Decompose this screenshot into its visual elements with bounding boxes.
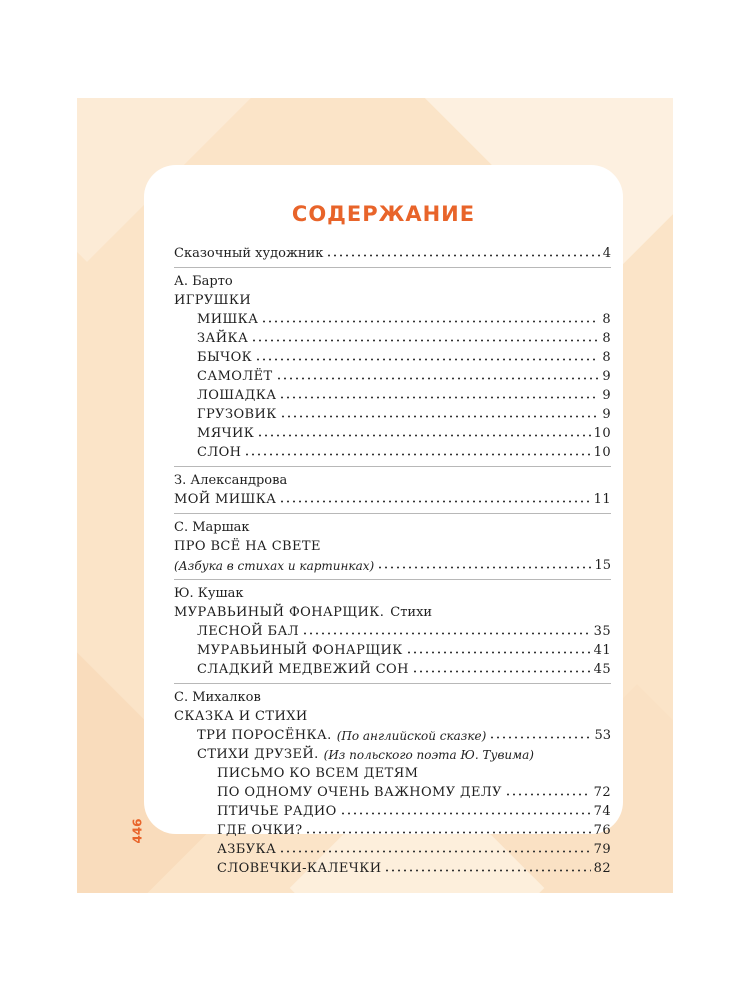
toc-entry[interactable] (174, 781, 611, 800)
toc-entry-label: БЫЧОК (197, 350, 253, 365)
author-name: С. Михалков (174, 690, 261, 705)
toc-entry[interactable] (174, 242, 611, 261)
leader-dots (251, 339, 599, 342)
leader-dots (412, 670, 591, 673)
toc-entry-label: МОЙ МИШКА (174, 492, 277, 507)
toc-entry[interactable] (174, 403, 611, 422)
toc-entry-page: 9 (602, 388, 611, 403)
toc-entry[interactable] (174, 620, 611, 639)
leader-dots (279, 396, 599, 399)
toc-entry-page: 9 (602, 369, 611, 384)
toc-entry-page: 53 (594, 728, 611, 743)
section-title: ИГРУШКИ (174, 293, 252, 308)
toc-entry[interactable] (174, 441, 611, 460)
leader-dots (280, 415, 600, 418)
toc-entry-page: 9 (602, 407, 611, 422)
toc-entry-label: МУРАВЬИНЫЙ ФОНАРЩИК (197, 643, 403, 658)
author-name: С. Маршак (174, 520, 250, 535)
toc-entry[interactable] (174, 724, 611, 743)
section-divider (174, 683, 611, 684)
toc-entry[interactable] (174, 800, 611, 819)
toc-entry-label: ЛОШАДКА (197, 388, 277, 403)
toc-entry-page: 79 (593, 842, 611, 857)
toc-entry-label: ТРИ ПОРОСЁНКА. (197, 728, 332, 743)
author-name: Ю. Кушак (174, 586, 244, 601)
toc-entry[interactable] (174, 365, 611, 384)
toc-entry-note: (Азбука в стихах и картинках) (174, 559, 375, 573)
mikhalkov-items (174, 762, 611, 876)
toc-entry-page: 82 (593, 861, 611, 876)
toc-entry-label: АЗБУКА (217, 842, 277, 857)
toc-entry-page: 4 (602, 246, 611, 261)
toc-entry[interactable] (174, 819, 611, 838)
section-title: МУРАВЬИНЫЙ ФОНАРЩИК. Стихи (174, 605, 433, 620)
toc-entry-page: 8 (602, 312, 611, 327)
toc-entry-page: 8 (602, 350, 611, 365)
toc-entry-page: 15 (594, 558, 611, 573)
toc-entry[interactable] (174, 838, 611, 857)
toc-entry-page: 45 (593, 662, 611, 677)
page-number: 446 (130, 818, 145, 844)
table-of-contents (174, 242, 611, 876)
toc-entry-page: 35 (593, 624, 611, 639)
section-title: ПРО ВСЁ НА СВЕТЕ (174, 539, 321, 554)
toc-entry-label: СЛАДКИЙ МЕДВЕЖИЙ СОН (197, 662, 409, 677)
toc-entry[interactable] (174, 554, 611, 573)
section-divider (174, 267, 611, 268)
toc-entry-label: Сказочный художник (174, 246, 324, 261)
toc-entry[interactable] (174, 857, 611, 876)
toc-entry-label: ПТИЧЬЕ РАДИО (217, 804, 337, 819)
toc-entry-page: 11 (593, 492, 611, 507)
section-divider (174, 579, 611, 580)
toc-entry-label: ЗАЙКА (197, 331, 249, 346)
toc-entry[interactable] (174, 384, 611, 403)
toc-entry[interactable] (174, 762, 611, 781)
contents-title: СОДЕРЖАНИЕ (291, 202, 476, 226)
toc-entry-page: 76 (593, 823, 611, 838)
toc-entry-label: САМОЛЁТ (197, 369, 273, 384)
toc-entry-label: СЛОВЕЧКИ-КАЛЕЧКИ (217, 861, 382, 876)
toc-entry-note: (По английской сказке) (336, 729, 487, 743)
leader-dots (340, 812, 591, 815)
leader-dots (489, 736, 591, 739)
author-name: З. Александрова (174, 473, 288, 488)
leader-dots (255, 358, 599, 361)
toc-entry-page: 41 (593, 643, 611, 658)
leader-dots (279, 850, 590, 853)
toc-entry-label: ГДЕ ОЧКИ? (217, 823, 303, 838)
leader-dots (279, 500, 590, 503)
toc-entry-page: 74 (593, 804, 611, 819)
toc-entry-page: 10 (593, 445, 611, 460)
toc-entry-label: ПИСЬМО КО ВСЕМ ДЕТЯМ (217, 766, 419, 781)
author-name: А. Барто (174, 274, 233, 289)
leader-dots (244, 453, 590, 456)
toc-subsection-title: СТИХИ ДРУЗЕЙ. (Из польского поэта Ю. Тувима) (197, 747, 534, 762)
toc-entry-page: 10 (593, 426, 611, 441)
leader-dots (326, 254, 599, 257)
leader-dots (261, 320, 599, 323)
leader-dots (257, 434, 590, 437)
toc-entry-label: СЛОН (197, 445, 242, 460)
toc-entry[interactable] (174, 639, 611, 658)
toc-entry[interactable] (174, 308, 611, 327)
leader-dots (305, 831, 590, 834)
toc-entry[interactable] (174, 488, 611, 507)
toc-entry[interactable] (174, 422, 611, 441)
toc-entry-label: МИШКА (197, 312, 259, 327)
barto-items (174, 308, 611, 460)
toc-entry-label: ЛЕСНОЙ БАЛ (197, 624, 299, 639)
leader-dots (406, 651, 591, 654)
toc-entry[interactable] (174, 327, 611, 346)
contents-card (144, 165, 623, 876)
leader-dots (505, 793, 591, 796)
section-title: СКАЗКА И СТИХИ (174, 709, 308, 724)
toc-entry-page: 8 (602, 331, 611, 346)
leader-dots (302, 632, 591, 635)
toc-entry-page: 72 (593, 785, 611, 800)
leader-dots (384, 869, 590, 872)
section-divider (174, 513, 611, 514)
toc-entry-label: ГРУЗОВИК (197, 407, 277, 422)
kushak-items (174, 620, 611, 677)
toc-entry-label: МЯЧИК (197, 426, 255, 441)
leader-dots (377, 566, 591, 569)
toc-entry[interactable] (174, 346, 611, 365)
leader-dots (276, 377, 600, 380)
toc-entry-label: ПО ОДНОМУ ОЧЕНЬ ВАЖНОМУ ДЕЛУ (217, 785, 502, 800)
toc-entry[interactable] (174, 658, 611, 677)
section-divider (174, 466, 611, 467)
